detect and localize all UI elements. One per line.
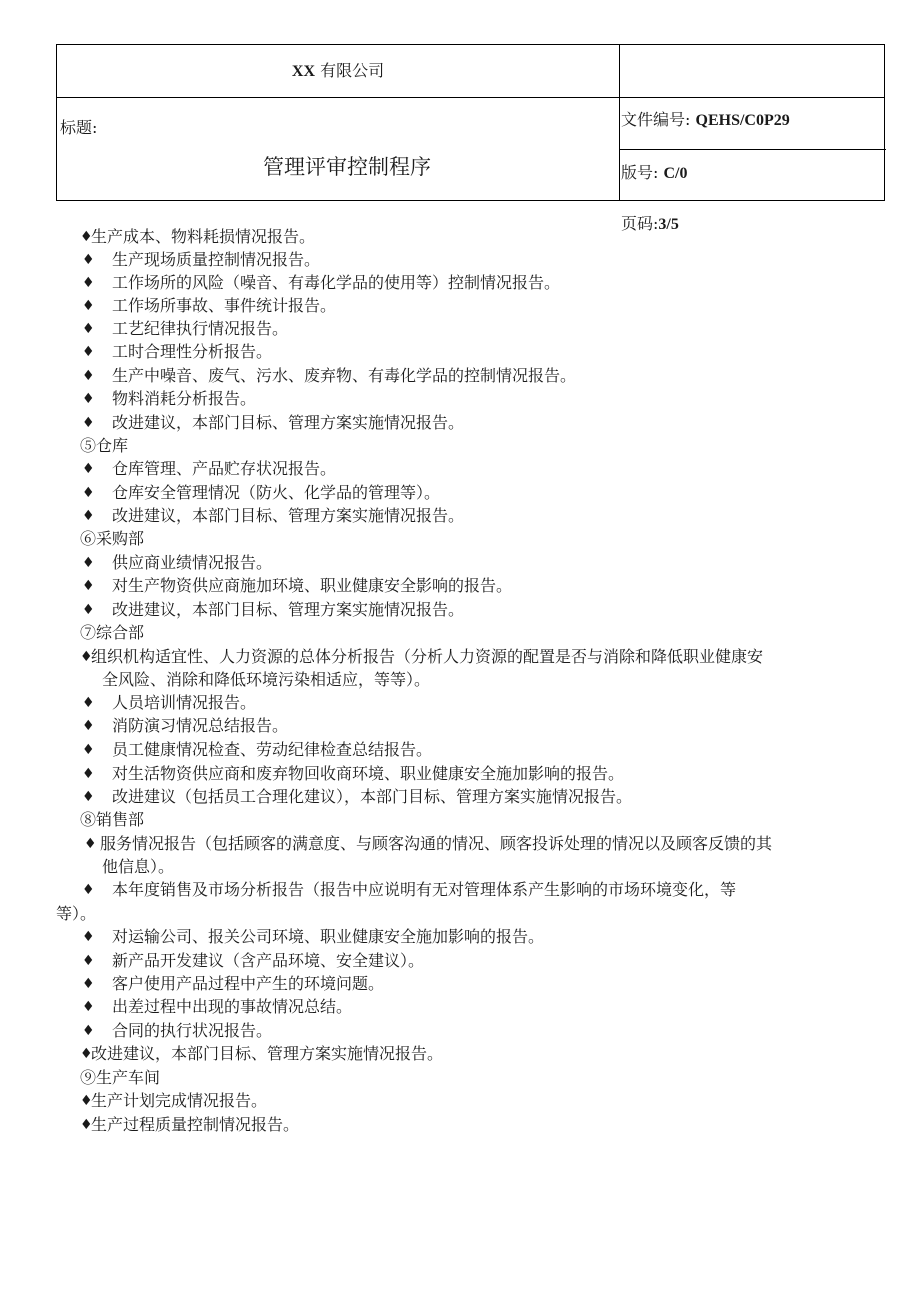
list-item: 合同的执行状况报告。 (112, 1021, 273, 1040)
list-item-continuation: 等）。 (56, 904, 97, 923)
list-item: 改进建议，本部门目标、管理方案实施情况报告。 (112, 506, 465, 525)
list-item: 员工健康情况检查、劳动纪律检查总结报告。 (112, 740, 433, 759)
list-item: 消防演习情况总结报告。 (112, 716, 289, 735)
list-item: 改进建议，本部门目标、管理方案实施情况报告。 (112, 600, 465, 619)
list-item: 对生产物资供应商施加环境、职业健康安全影响的报告。 (112, 576, 513, 595)
bullet-icon: ♦ (82, 789, 95, 805)
list-item-continuation: 他信息）。 (102, 857, 175, 876)
bullet-icon: ♦ (82, 695, 95, 711)
bullet-icon: ♦ (82, 578, 95, 594)
bullet-icon: ♦ (82, 461, 95, 477)
bullet-icon: ♦ (82, 344, 95, 360)
list-item: 工艺纪律执行情况报告。 (112, 319, 289, 338)
bullet-icon: ♦ (82, 882, 95, 898)
bullet-icon: ♦ (82, 929, 95, 945)
list-item: 本年度销售及市场分析报告（报告中应说明有无对管理体系产生影响的市场环境变化，等 (112, 880, 737, 899)
list-item: 改进建议，本部门目标、管理方案实施情况报告。 (91, 1044, 444, 1063)
list-item: 仓库安全管理情况（防火、化学品的管理等）。 (112, 483, 441, 502)
title-label: 标题: (60, 118, 98, 137)
bullet-icon: ♦ (80, 1117, 93, 1133)
page-number: 页码:3/5 (621, 214, 679, 233)
list-item: 工时合理性分析报告。 (112, 342, 273, 361)
list-item: 生产成本、物料耗损情况报告。 (91, 227, 316, 246)
bullet-icon: ♦ (82, 321, 95, 337)
version-number: 版号: C/0 (621, 163, 688, 182)
bullet-icon: ♦ (80, 1046, 93, 1062)
list-item: 生产过程质量控制情况报告。 (91, 1115, 300, 1134)
header-right-divider (619, 149, 886, 150)
bullet-icon: ♦ (82, 718, 95, 734)
list-item: 人员培训情况报告。 (112, 693, 257, 712)
bullet-icon: ♦ (82, 953, 95, 969)
company-name: XX 有限公司 (291, 61, 385, 80)
list-item: 供应商业绩情况报告。 (112, 553, 273, 572)
document-title: 管理评审控制程序 (263, 155, 431, 179)
section-heading-production-workshop: ⑨生产车间 (80, 1068, 161, 1087)
section-heading-purchasing: ⑥采购部 (80, 529, 145, 548)
bullet-icon: ♦ (82, 368, 95, 384)
bullet-icon: ♦ (80, 229, 93, 245)
list-item: 生产现场质量控制情况报告。 (112, 250, 321, 269)
list-item: 改进建议，本部门目标、管理方案实施情况报告。 (112, 413, 465, 432)
bullet-icon: ♦ (82, 766, 95, 782)
section-heading-sales: ⑧销售部 (80, 810, 145, 829)
list-item-continuation: 全风险、消除和降低环境污染相适应，等等）。 (102, 670, 431, 689)
header-horizontal-divider (57, 97, 884, 98)
list-item: 生产计划完成情况报告。 (91, 1091, 268, 1110)
bullet-icon: ♦ (82, 485, 95, 501)
header-vertical-divider (619, 45, 620, 200)
bullet-icon: ♦ (82, 999, 95, 1015)
bullet-icon: ♦ (82, 742, 95, 758)
list-item: 新产品开发建议（含产品环境、安全建议）。 (112, 951, 425, 970)
list-item: 物料消耗分析报告。 (112, 389, 257, 408)
file-number: 文件编号: QEHS/C0P29 (621, 110, 790, 129)
list-item: 改进建议（包括员工合理化建议），本部门目标、管理方案实施情况报告。 (112, 787, 633, 806)
list-item: 对生活物资供应商和废弃物回收商环境、职业健康安全施加影响的报告。 (112, 764, 625, 783)
list-item: 工作场所事故、事件统计报告。 (112, 296, 337, 315)
list-item: 仓库管理、产品贮存状况报告。 (112, 459, 337, 478)
section-heading-general-dept: ⑦综合部 (80, 623, 145, 642)
section-heading-warehouse: ⑤仓库 (80, 436, 129, 455)
list-item: 服务情况报告（包括顾客的满意度、与顾客沟通的情况、顾客投诉处理的情况以及顾客反馈的其 (100, 834, 773, 853)
bullet-icon: ♦ (82, 252, 95, 268)
bullet-icon: ♦ (84, 836, 97, 852)
bullet-icon: ♦ (82, 298, 95, 314)
bullet-icon: ♦ (82, 555, 95, 571)
list-item: 生产中噪音、废气、污水、废弃物、有毒化学品的控制情况报告。 (112, 366, 577, 385)
bullet-icon: ♦ (82, 508, 95, 524)
bullet-icon: ♦ (82, 976, 95, 992)
list-item: 组织机构适宜性、人力资源的总体分析报告（分析人力资源的配置是否与消除和降低职业健康安 (91, 647, 764, 666)
bullet-icon: ♦ (82, 415, 95, 431)
list-item: 客户使用产品过程中产生的环境问题。 (112, 974, 385, 993)
list-item: 对运输公司、报关公司环境、职业健康安全施加影响的报告。 (112, 927, 545, 946)
bullet-icon: ♦ (82, 602, 95, 618)
bullet-icon: ♦ (80, 649, 93, 665)
list-item: 出差过程中出现的事故情况总结。 (112, 997, 353, 1016)
bullet-icon: ♦ (82, 391, 95, 407)
bullet-icon: ♦ (82, 1023, 95, 1039)
bullet-icon: ♦ (82, 275, 95, 291)
list-item: 工作场所的风险（噪音、有毒化学品的使用等）控制情况报告。 (112, 273, 561, 292)
bullet-icon: ♦ (80, 1093, 93, 1109)
